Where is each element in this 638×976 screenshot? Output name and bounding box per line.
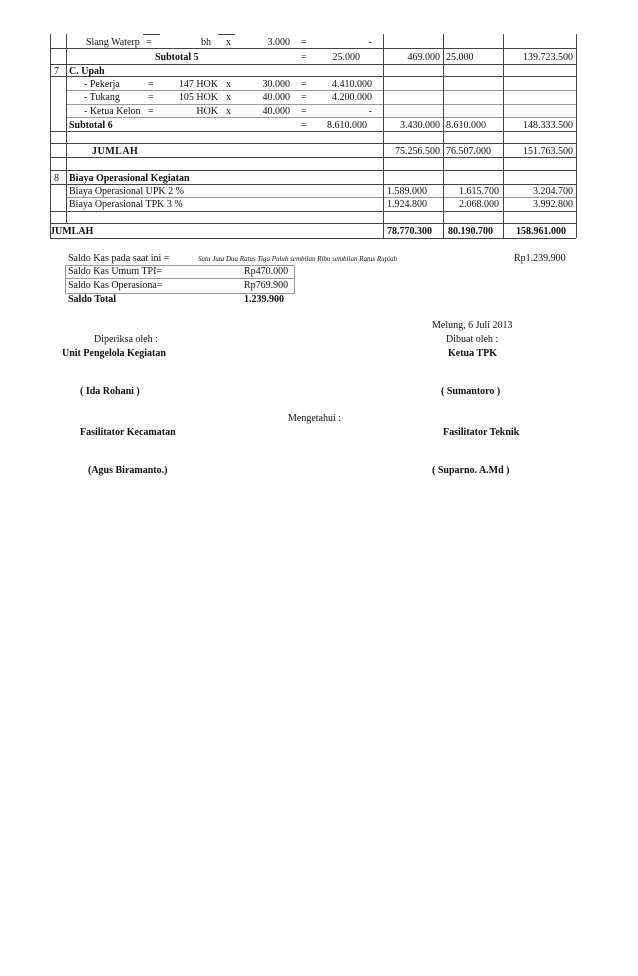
item-label: Biaya Operasional TPK 3 % — [69, 199, 183, 210]
row-number: 8 — [54, 173, 59, 184]
subtotal-value: 25.000 — [332, 52, 360, 63]
cell-col2: 1.615.700 — [459, 186, 499, 197]
cell-col1: 1.924.800 — [387, 199, 427, 210]
equals-sign: = — [148, 92, 154, 103]
cell-col3: 148.333.500 — [523, 120, 573, 131]
times-sign: x — [226, 79, 231, 90]
unit: bh — [201, 37, 211, 48]
equals-sign: = — [301, 79, 307, 90]
equals-sign: = — [301, 37, 307, 48]
unit-price: 40.000 — [262, 92, 290, 103]
saldo-ops-label: Saldo Kas Operasiona= — [68, 280, 163, 291]
saldo-total-label: Saldo Total — [68, 294, 117, 305]
signer-name: (Agus Biramanto.) — [88, 465, 168, 476]
unit-price: 3.000 — [267, 37, 290, 48]
line-total: - — [368, 106, 372, 117]
times-sign: x — [226, 106, 231, 117]
item-label: - Ketua Kelon — [84, 106, 141, 117]
subtotal-label: Subtotal 6 — [69, 120, 113, 131]
upk-label: Unit Pengelola Kegiatan — [62, 348, 166, 359]
cell-col2: 76.507.000 — [446, 146, 491, 157]
fasilitator-kecamatan-label: Fasilitator Kecamatan — [80, 427, 176, 438]
cell-col1: 469.000 — [407, 52, 440, 63]
cell-col1: 78.770.300 — [387, 226, 432, 237]
subtotal-value: 8.610.000 — [327, 120, 367, 131]
jumlah-label: JUMLAH — [92, 146, 139, 157]
cell-col3: 3.992.800 — [533, 199, 573, 210]
known-by-label: Mengetahui : — [288, 413, 342, 424]
cell-col3: 3.204.700 — [533, 186, 573, 197]
item-label: - Tukang — [84, 92, 120, 103]
saldo-total-value: 1.239.900 — [244, 294, 284, 305]
cell-col2: 25.000 — [446, 52, 474, 63]
tpk-label: Ketua TPK — [448, 348, 497, 359]
section-label: Biaya Operasional Kegiatan — [69, 173, 190, 184]
saldo-umum-label: Saldo Kas Umum TPI= — [68, 266, 163, 277]
grand-total-label: JUMLAH — [50, 226, 94, 237]
cell-col2: 2.068.000 — [459, 199, 499, 210]
saldo-in-words: Satu Juta Dua Ratus Tiga Puluh sembilan Ribu sembilan Ratus Rupiah — [198, 255, 398, 263]
saldo-ops-value: Rp769.900 — [244, 280, 289, 291]
saldo-umum-value: Rp470.000 — [244, 266, 289, 277]
place-date: Melung, 6 Juli 2013 — [432, 320, 513, 331]
line-total: 4.410.000 — [332, 79, 372, 90]
line-total: - — [368, 37, 372, 48]
cell-col1: 75.256.500 — [395, 146, 440, 157]
cell-col2: 8.610.000 — [446, 120, 486, 131]
saldo-label: Saldo Kas pada saat ini = — [68, 253, 170, 264]
item-label: Slang Waterp — [86, 37, 140, 48]
checked-by-label: Diperiksa oleh : — [94, 334, 158, 345]
section-label: C. Upah — [69, 66, 105, 77]
quantity: HOK — [196, 106, 218, 117]
cell-col2: 80.190.700 — [448, 226, 493, 237]
signer-name: ( Ida Rohani ) — [80, 386, 140, 397]
equals-sign: = — [301, 106, 307, 117]
times-sign: x — [226, 92, 231, 103]
item-label: - Pekerja — [84, 79, 120, 90]
line-total: 4.200.000 — [332, 92, 372, 103]
subtotal-label: Subtotal 5 — [155, 52, 199, 63]
equals-sign: = — [148, 79, 154, 90]
item-label: Biaya Operasional UPK 2 % — [69, 186, 184, 197]
signer-name: ( Suparno. A.Md ) — [432, 465, 510, 476]
equals-sign: = — [301, 120, 307, 131]
unit-price: 30.000 — [262, 79, 290, 90]
equals-sign: = — [301, 92, 307, 103]
cell-col1: 1.589.000 — [387, 186, 427, 197]
quantity: 147 HOK — [178, 79, 218, 90]
equals-sign: = — [146, 37, 152, 48]
signer-name: ( Sumantoro ) — [441, 386, 501, 397]
cell-col1: 3.430.000 — [400, 120, 440, 131]
made-by-label: Dibuat oleh : — [446, 334, 499, 345]
times-sign: x — [226, 37, 231, 48]
cell-col3: 158.961.000 — [516, 226, 566, 237]
row-number: 7 — [54, 66, 59, 77]
cell-col3: 151.763.500 — [523, 146, 573, 157]
equals-sign: = — [148, 106, 154, 117]
quantity: 105 HOK — [178, 92, 218, 103]
equals-sign: = — [301, 52, 307, 63]
unit-price: 40.000 — [262, 106, 290, 117]
fasilitator-teknik-label: Fasilitator Teknik — [443, 427, 520, 438]
cell-col3: 139.723.500 — [523, 52, 573, 63]
saldo-amount: Rp1.239.900 — [514, 253, 566, 264]
